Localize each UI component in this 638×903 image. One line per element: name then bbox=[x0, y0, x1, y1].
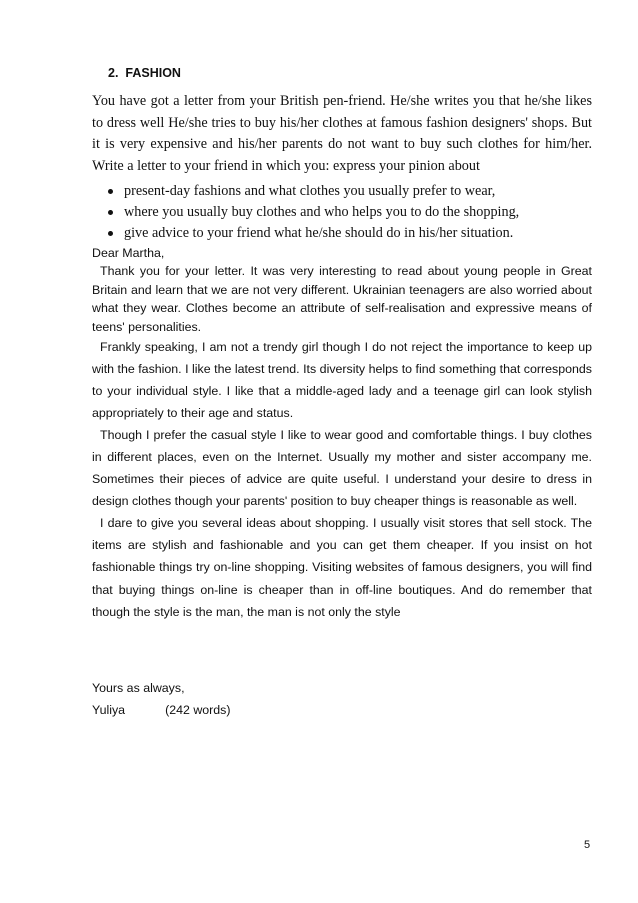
letter-salutation: Dear Martha, bbox=[92, 246, 165, 260]
task-bullet-text: present-day fashions and what clothes you usually prefer to wear, bbox=[124, 183, 496, 199]
task-bullet-item bbox=[92, 223, 592, 244]
section-number: 2. bbox=[108, 66, 119, 80]
letter-paragraph: I dare to give you several ideas about shopping. I usually visit stores that sell stock. The items are stylish and fashionable and you can get them cheaper. If you insist on hot fashionable things try on-line shopping. Visiting websites of famous designers, you will find that buying things on-line is cheaper than in off-line boutiques. And do remember that though the style is the man, the man is not only the style bbox=[92, 516, 592, 619]
bullet-dot-icon bbox=[108, 189, 113, 194]
section-title: FASHION bbox=[125, 66, 181, 80]
page-number: 5 bbox=[584, 839, 591, 851]
bullet-dot-icon bbox=[108, 210, 113, 215]
task-bullet-item bbox=[92, 202, 592, 223]
letter-paragraph: Though I prefer the casual style I like to wear good and comfortable things. I buy clothes in different places, even on the Internet. Usually my mother and sister accompany me. Sometimes their pieces of advice are quite useful. I understand your desire to dress in design clothes though your parents' position to buy cheaper things is reasonable as well. bbox=[92, 428, 592, 508]
task-bullet-text: give advice to your friend what he/she should do in his/her situation. bbox=[124, 225, 514, 241]
bullet-dot-icon bbox=[108, 231, 113, 236]
section-heading bbox=[108, 66, 181, 80]
letter-signature: Yuliya bbox=[92, 703, 126, 717]
task-bullet-list bbox=[92, 181, 592, 244]
letter-signoff bbox=[92, 677, 231, 721]
word-count: (242 words) bbox=[165, 703, 231, 717]
letter-paragraph: Thank you for your letter. It was very interesting to read about young people in Great Britain and learn that we are not very different. Ukrainian teenagers are also worried about what they wear. Clothes become an attribute of self-realisation and expressive means of teens' personalities. bbox=[92, 264, 592, 334]
signature-line bbox=[92, 699, 231, 721]
letter-paragraph: Frankly speaking, I am not a trendy girl though I do not reject the importance to keep up with the fashion. I like the latest trend. Its diversity helps to find something that corresponds to your individual style. I like that a middle-aged lady and a teenage girl can look stylish appropriately to their age and status. bbox=[92, 340, 592, 420]
letter-closing: Yours as always, bbox=[92, 681, 185, 695]
task-description: You have got a letter from your British pen-friend. He/she writes you that he/she likes to dress well He/she tries to buy his/her clothes at famous fashion designers' shops. But it is very expensive and his/her parents do not want to buy such clothes for him/her. Write a letter to your friend in which you: express your pinion about bbox=[92, 93, 592, 174]
task-bullet-item bbox=[92, 181, 592, 202]
task-bullet-text: where you usually buy clothes and who helps you to do the shopping, bbox=[124, 204, 520, 220]
letter-body bbox=[92, 244, 592, 623]
